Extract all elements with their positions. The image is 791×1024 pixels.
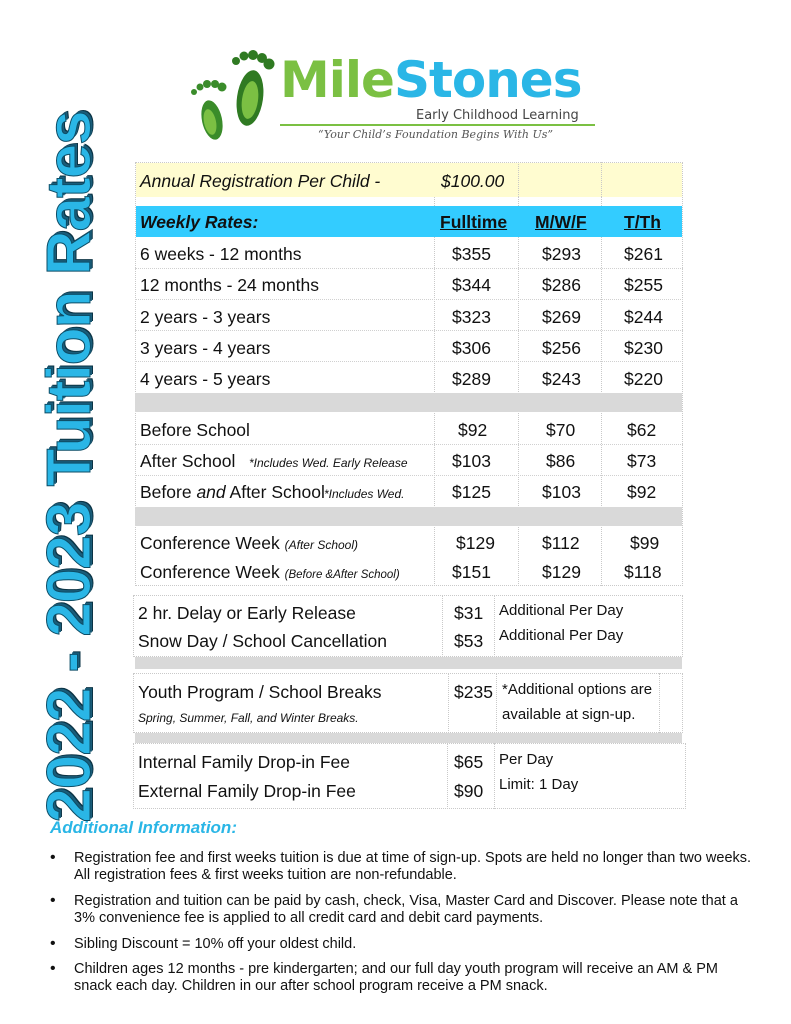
weekly-row-fulltime: $355 [452,244,491,264]
weekly-row-tth: $220 [624,369,663,389]
weekly-row-mwf: $269 [542,307,581,327]
separator-bar [135,393,682,412]
school-row-mwf: $103 [542,482,581,502]
grid-line [447,743,448,809]
weekly-row-mwf: $286 [542,275,581,295]
school-row-note: *Includes Wed. Early Release [249,456,408,470]
logo-subtitle: Early Childhood Learning [416,108,579,123]
grid-line [601,162,602,197]
youth-sub: Spring, Summer, Fall, and Winter Breaks. [138,711,359,725]
grid-line [135,361,683,362]
delay-row-label: 2 hr. Delay or Early Release [138,603,356,623]
grid-line [448,673,449,733]
footprints-icon [180,50,275,148]
weekly-row-label: 4 years - 5 years [140,369,271,389]
grid-line [659,673,660,733]
bullet-glyph: • [50,892,56,909]
school-row-mwf: $86 [546,451,576,471]
grid-line [135,330,683,331]
vertical-title: 2022 - 2023 Tuition Rates [34,111,104,823]
bullet-glyph: • [50,849,56,866]
conference-row-label: Conference Week (After School) [140,533,358,553]
grid-line [442,595,443,657]
logo-underline [280,124,595,126]
grid-line [496,673,497,733]
weekly-row-fulltime: $289 [452,369,491,389]
dropin-label: External Family Drop-in Fee [138,781,356,801]
school-row-fulltime: $92 [458,420,488,440]
bullet-glyph: • [50,935,56,952]
school-row-label: Before School [140,420,250,440]
registration-value: $100.00 [441,171,505,191]
col-mwf-header: M/W/F [535,212,587,232]
delay-row-price: $31 [454,603,484,623]
school-row-note: *Includes Wed. [324,487,405,501]
school-row-mwf: $70 [546,420,576,440]
school-row-label: After School [140,451,236,471]
logo-wordmark: MileStones [280,51,582,109]
col-fulltime-header: Fulltime [440,212,508,232]
registration-label: Annual Registration Per Child - [140,171,381,191]
weekly-row-fulltime: $306 [452,338,491,358]
weekly-row-mwf: $293 [542,244,581,264]
conference-row-fulltime: $129 [456,533,495,553]
delay-row-note: Additional Per Day [499,602,624,619]
conference-row-mwf: $129 [542,562,581,582]
grid-line [135,299,683,300]
delay-row-note: Additional Per Day [499,627,624,644]
weekly-row-fulltime: $344 [452,275,491,295]
grid-line [135,475,683,476]
separator-bar [135,733,682,743]
delay-row-label: Snow Day / School Cancellation [138,631,388,651]
grid-line [494,595,495,657]
school-row-fulltime: $103 [452,451,491,471]
youth-note: available at sign-up. [502,706,636,723]
weekly-row-label: 3 years - 4 years [140,338,271,358]
bullet-text: Registration fee and first weeks tuition is due at time of sign-up. Spots are held no longer than two weeks. All registration fees & first weeks tuition are non-refundable. [74,850,752,883]
school-row-fulltime: $125 [452,482,491,502]
grid-line [135,444,683,445]
conference-row-tth: $118 [624,562,662,582]
school-row-tth: $73 [627,451,657,471]
grid-line [135,268,683,269]
dropin-price: $90 [454,781,484,801]
youth-price: $235 [454,682,493,702]
grid-line [518,162,519,197]
youth-note: *Additional options are [502,681,653,698]
conference-row-tth: $99 [630,533,660,553]
logo-tagline: “Your Child’s Foundation Begins With Us” [318,128,554,141]
weekly-row-label: 2 years - 3 years [140,307,271,327]
weekly-row-tth: $261 [624,244,663,264]
bullet-text: Sibling Discount = 10% off your oldest child. [74,936,357,952]
bullet-text: Registration and tuition can be paid by cash, check, Visa, Master Card and Discover. Please note that a 3% convenience fee is applied to all credit card and debit card payments. [74,893,738,926]
additional-info-title: Additional Information: [50,818,237,837]
weekly-row-tth: $255 [624,275,663,295]
grid-line [494,743,495,809]
conference-row-mwf: $112 [542,533,580,553]
school-row-tth: $62 [627,420,657,440]
separator-bar [135,507,682,526]
dropin-note: Limit: 1 Day [499,776,579,793]
weekly-row-mwf: $243 [542,369,581,389]
weekly-row-tth: $230 [624,338,663,358]
weekly-row-label: 6 weeks - 12 months [140,244,302,264]
weekly-row-tth: $244 [624,307,663,327]
bullet-glyph: • [50,960,56,977]
weekly-row-label: 12 months - 24 months [140,275,319,295]
col-tth-header: T/Th [624,212,661,232]
bullet-text: Children ages 12 months - pre kindergarten; and our full day youth program will receive an AM & PM snack each day. Children in our after school program receive a PM snack. [74,961,718,994]
weekly-row-fulltime: $323 [452,307,491,327]
dropin-label: Internal Family Drop-in Fee [138,752,351,772]
school-row-label: Before and After School [140,482,325,502]
separator-bar [135,657,682,669]
youth-label: Youth Program / School Breaks [138,682,382,702]
dropin-price: $65 [454,752,484,772]
logo [180,50,610,150]
conference-row-label: Conference Week (Before &After School) [140,562,400,582]
school-row-tth: $92 [627,482,657,502]
delay-row-price: $53 [454,631,484,651]
dropin-note: Per Day [499,751,554,768]
weekly-row-mwf: $256 [542,338,581,358]
weekly-header-label: Weekly Rates: [140,212,259,232]
conference-row-fulltime: $151 [452,562,491,582]
